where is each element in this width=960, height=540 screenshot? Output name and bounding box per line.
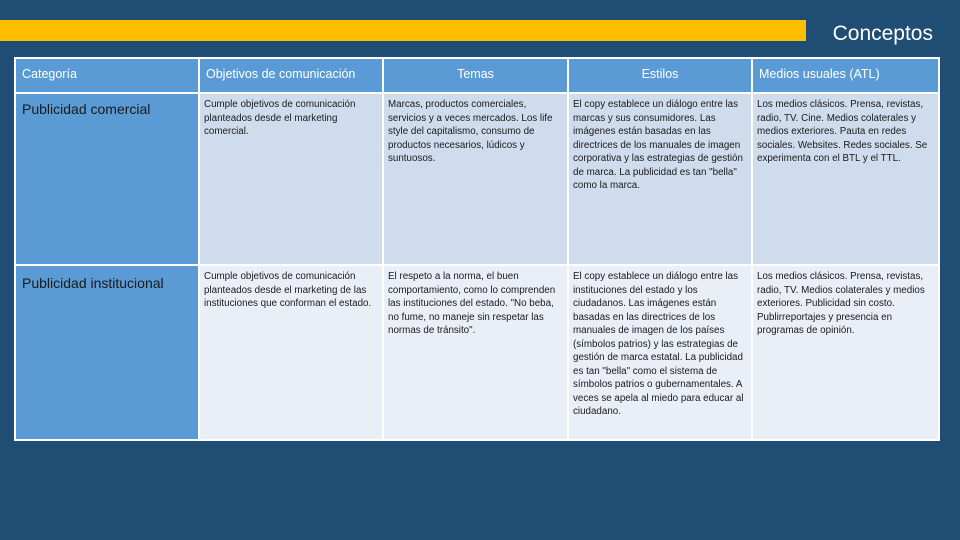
header-temas: Temas bbox=[383, 58, 568, 93]
concepts-table bbox=[14, 57, 940, 441]
row-category: Publicidad institucional bbox=[15, 265, 199, 440]
row-objetivos: Cumple objetivos de comunicación planteados desde el marketing de las instituciones que conforman el estado. bbox=[199, 265, 383, 440]
header-objetivos: Objetivos de comunicación bbox=[199, 58, 383, 93]
row-temas: El respeto a la norma, el buen comportamiento, como lo comprenden las instituciones del estado. "No beba, no fume, no maneje sin respetar las normas de tránsito". bbox=[383, 265, 568, 440]
row-estilos: El copy establece un diálogo entre las marcas y sus consumidores. Las imágenes están basadas en las directrices de los manuales de imagen corporativa y las estrategias de gestión de marca. La publicidad es tan "bella" como la marca. bbox=[568, 93, 752, 265]
row-temas: Marcas, productos comerciales, servicios y a veces mercados. Los life style del capitalismo, consumo de productos necesarios, lúdicos y suntuosos. bbox=[383, 93, 568, 265]
header-categoria: Categoría bbox=[15, 58, 199, 93]
header-medios: Medios usuales (ATL) bbox=[752, 58, 939, 93]
table-row bbox=[15, 265, 939, 440]
row-category: Publicidad comercial bbox=[15, 93, 199, 265]
header-estilos: Estilos bbox=[568, 58, 752, 93]
row-objetivos: Cumple objetivos de comunicación planteados desde el marketing comercial. bbox=[199, 93, 383, 265]
row-medios: Los medios clásicos. Prensa, revistas, radio, TV. Cine. Medios colaterales y medios exteriores. Pauta en redes sociales. Websites. Redes sociales. Se experimenta con el BTL y el TTL. bbox=[752, 93, 939, 265]
row-estilos: El copy establece un diálogo entre las instituciones del estado y los ciudadanos. Las imágenes están basadas en las directrices de los manuales de imagen de los países (símbolos patrios) y las estrategias de gestión de marca estatal. La publicidad es tan "bella" como el sistema de símbolos patrios o gubernamentales. A veces se apela al miedo para educar al ciudadano. bbox=[568, 265, 752, 440]
row-medios: Los medios clásicos. Prensa, revistas, radio, TV. Medios colaterales y medios exteriores. Publicidad sin costo. Publirreportajes y presencia en programas de opinión. bbox=[752, 265, 939, 440]
slide-title: Conceptos bbox=[832, 22, 933, 45]
table-header-row bbox=[15, 58, 939, 93]
title-accent-bar bbox=[0, 20, 806, 41]
table-row bbox=[15, 93, 939, 265]
